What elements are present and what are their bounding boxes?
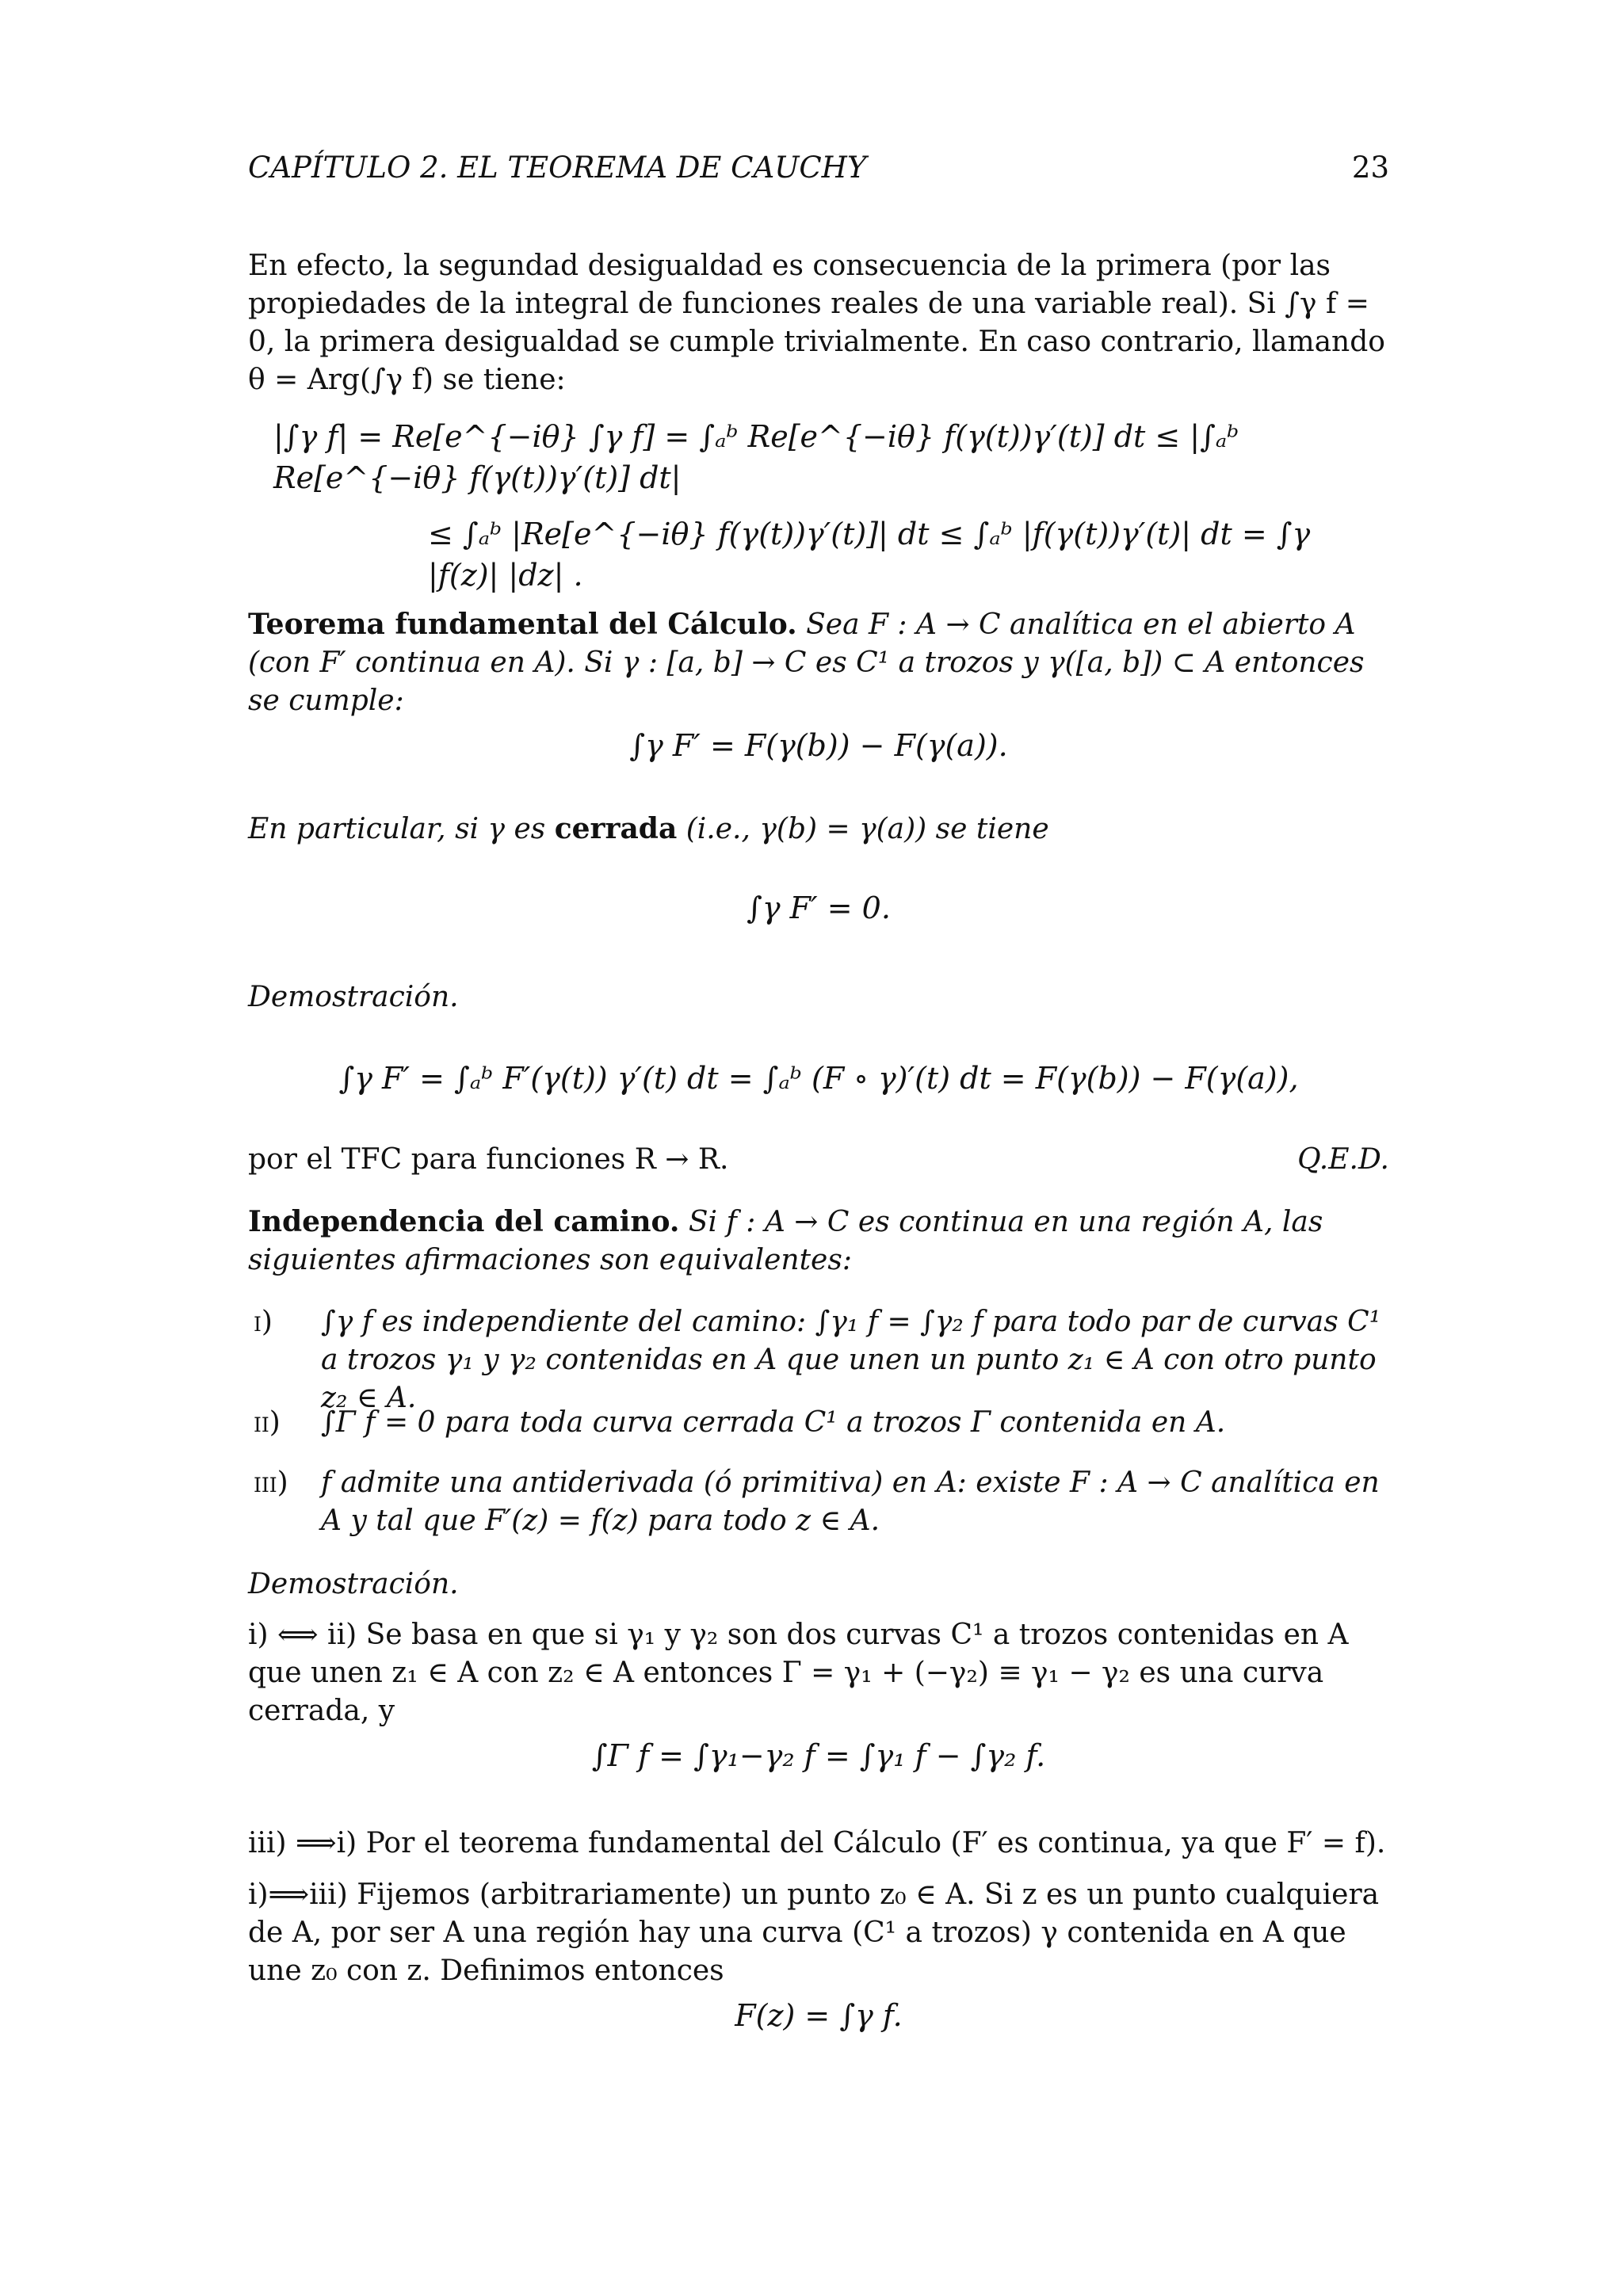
equation-inequality-line2: ≤ ∫ₐᵇ |Re[e^{−iθ} f(γ(t))γ′(t)]| dt ≤ ∫ₐᵇ |f(γ(t))γ′(t)| dt = ∫γ |f(z)| |dz| . [428,517,1311,593]
proof-label-1: Demostración. [248,981,459,1013]
equation-ftc: ∫γ F′ = F(γ(b)) − F(γ(a)). [629,728,1008,763]
equation-inequality-line1: |∫γ f| = Re[e^{−iθ} ∫γ f] = ∫ₐᵇ Re[e^{−iθ} f(γ(t))γ′(t)] dt ≤ |∫ₐᵇ Re[e^{−iθ} f(γ(t))γ′(t)] dt| [273,419,1239,495]
theorem-statement-2: Si f : A → C es continua en una región A, las siguientes afirmaciones son equivalentes: [248,1206,1323,1276]
particular-case [248,810,1389,849]
theorem-fundamental-calculus [248,605,1389,720]
theorem-title-2: Independencia del camino. [248,1205,680,1238]
proof-closing-text: por el TFC para funciones R → R. [248,1143,729,1176]
proof-label-2: Demostración. [248,1568,459,1600]
proof-paragraph-1: i) ⟺ ii) Se basa en que si γ₁ y γ₂ son dos curvas C¹ a trozos contenidas en A que unen z₁ ∈ A con z₂ ∈ A entonces Γ = γ₁ + (−γ₂) ≡ γ₁ − γ₂ es una curva cerrada, y [248,1619,1349,1727]
item-label: ii) [254,1406,281,1439]
equation-difference: ∫Γ f = ∫γ₁−γ₂ f = ∫γ₁ f − ∫γ₂ f. [591,1738,1046,1773]
particular-prefix: En particular, si γ es [248,813,546,845]
intro-paragraph: En efecto, la segundad desigualdad es consecuencia de la primera (por las propiedades de la integral de funciones reales de una variable real). Si ∫γ f = 0, la primera desigualdad se cumple trivialmente. En caso contrario, llamando θ = Arg(∫γ f) se tiene: [248,250,1385,396]
item-text: ∫Γ f = 0 para toda curva cerrada C¹ a trozos Γ contenida en A. [321,1406,1226,1439]
theorem-statement: Sea F : A → C analítica en el abierto A (con F′ continua en A). Si γ : [a, b] → C es C¹ a trozos y γ([a, b]) ⊂ A entonces se cumple: [248,608,1365,717]
page-number: 23 [1351,151,1389,185]
equation-definition-F: F(z) = ∫γ f. [735,1998,903,2033]
proof-paragraph-2: iii) ⟹i) Por el teorema fundamental del Cálculo (F′ es continua, ya que F′ = f). [248,1827,1386,1859]
running-header [248,151,1389,185]
item-text: ∫γ f es independiente del camino: ∫γ₁ f = ∫γ₂ f para todo par de curvas C¹ a trozos γ₁ y γ₂ contenidas en A que unen un punto z₁ ∈ A con otro punto z₂ ∈ A. [321,1306,1381,1414]
item-label: i) [254,1306,273,1338]
proof-closing [248,1141,1389,1179]
particular-bold: cerrada [554,812,678,845]
particular-suffix: (i.e., γ(b) = γ(a)) se tiene [685,813,1049,845]
theorem-title: Teorema fundamental del Cálculo. [248,608,797,641]
proof-paragraph-3: i)⟹iii) Fijemos (arbitrariamente) un punto z₀ ∈ A. Si z es un punto cualquiera de A, por ser A una región hay una curva (C¹ a trozos) γ contenida en A que une z₀ con z. Definimos entonces [248,1878,1380,1987]
equation-proof-ftc: ∫γ F′ = ∫ₐᵇ F′(γ(t)) γ′(t) dt = ∫ₐᵇ (F ∘ γ)′(t) dt = F(γ(b)) − F(γ(a)), [338,1061,1299,1096]
theorem-path-independence [248,1203,1389,1280]
qed-mark: Q.E.D. [1297,1143,1389,1176]
chapter-title: CAPÍTULO 2. EL TEOREMA DE CAUCHY [248,151,867,185]
item-text: f admite una antiderivada (ó primitiva) en A: existe F : A → C analítica en A y tal que F′(z) = f(z) para todo z ∈ A. [321,1466,1380,1537]
equation-closed-zero: ∫γ F′ = 0. [747,891,891,925]
item-label: iii) [254,1466,288,1499]
